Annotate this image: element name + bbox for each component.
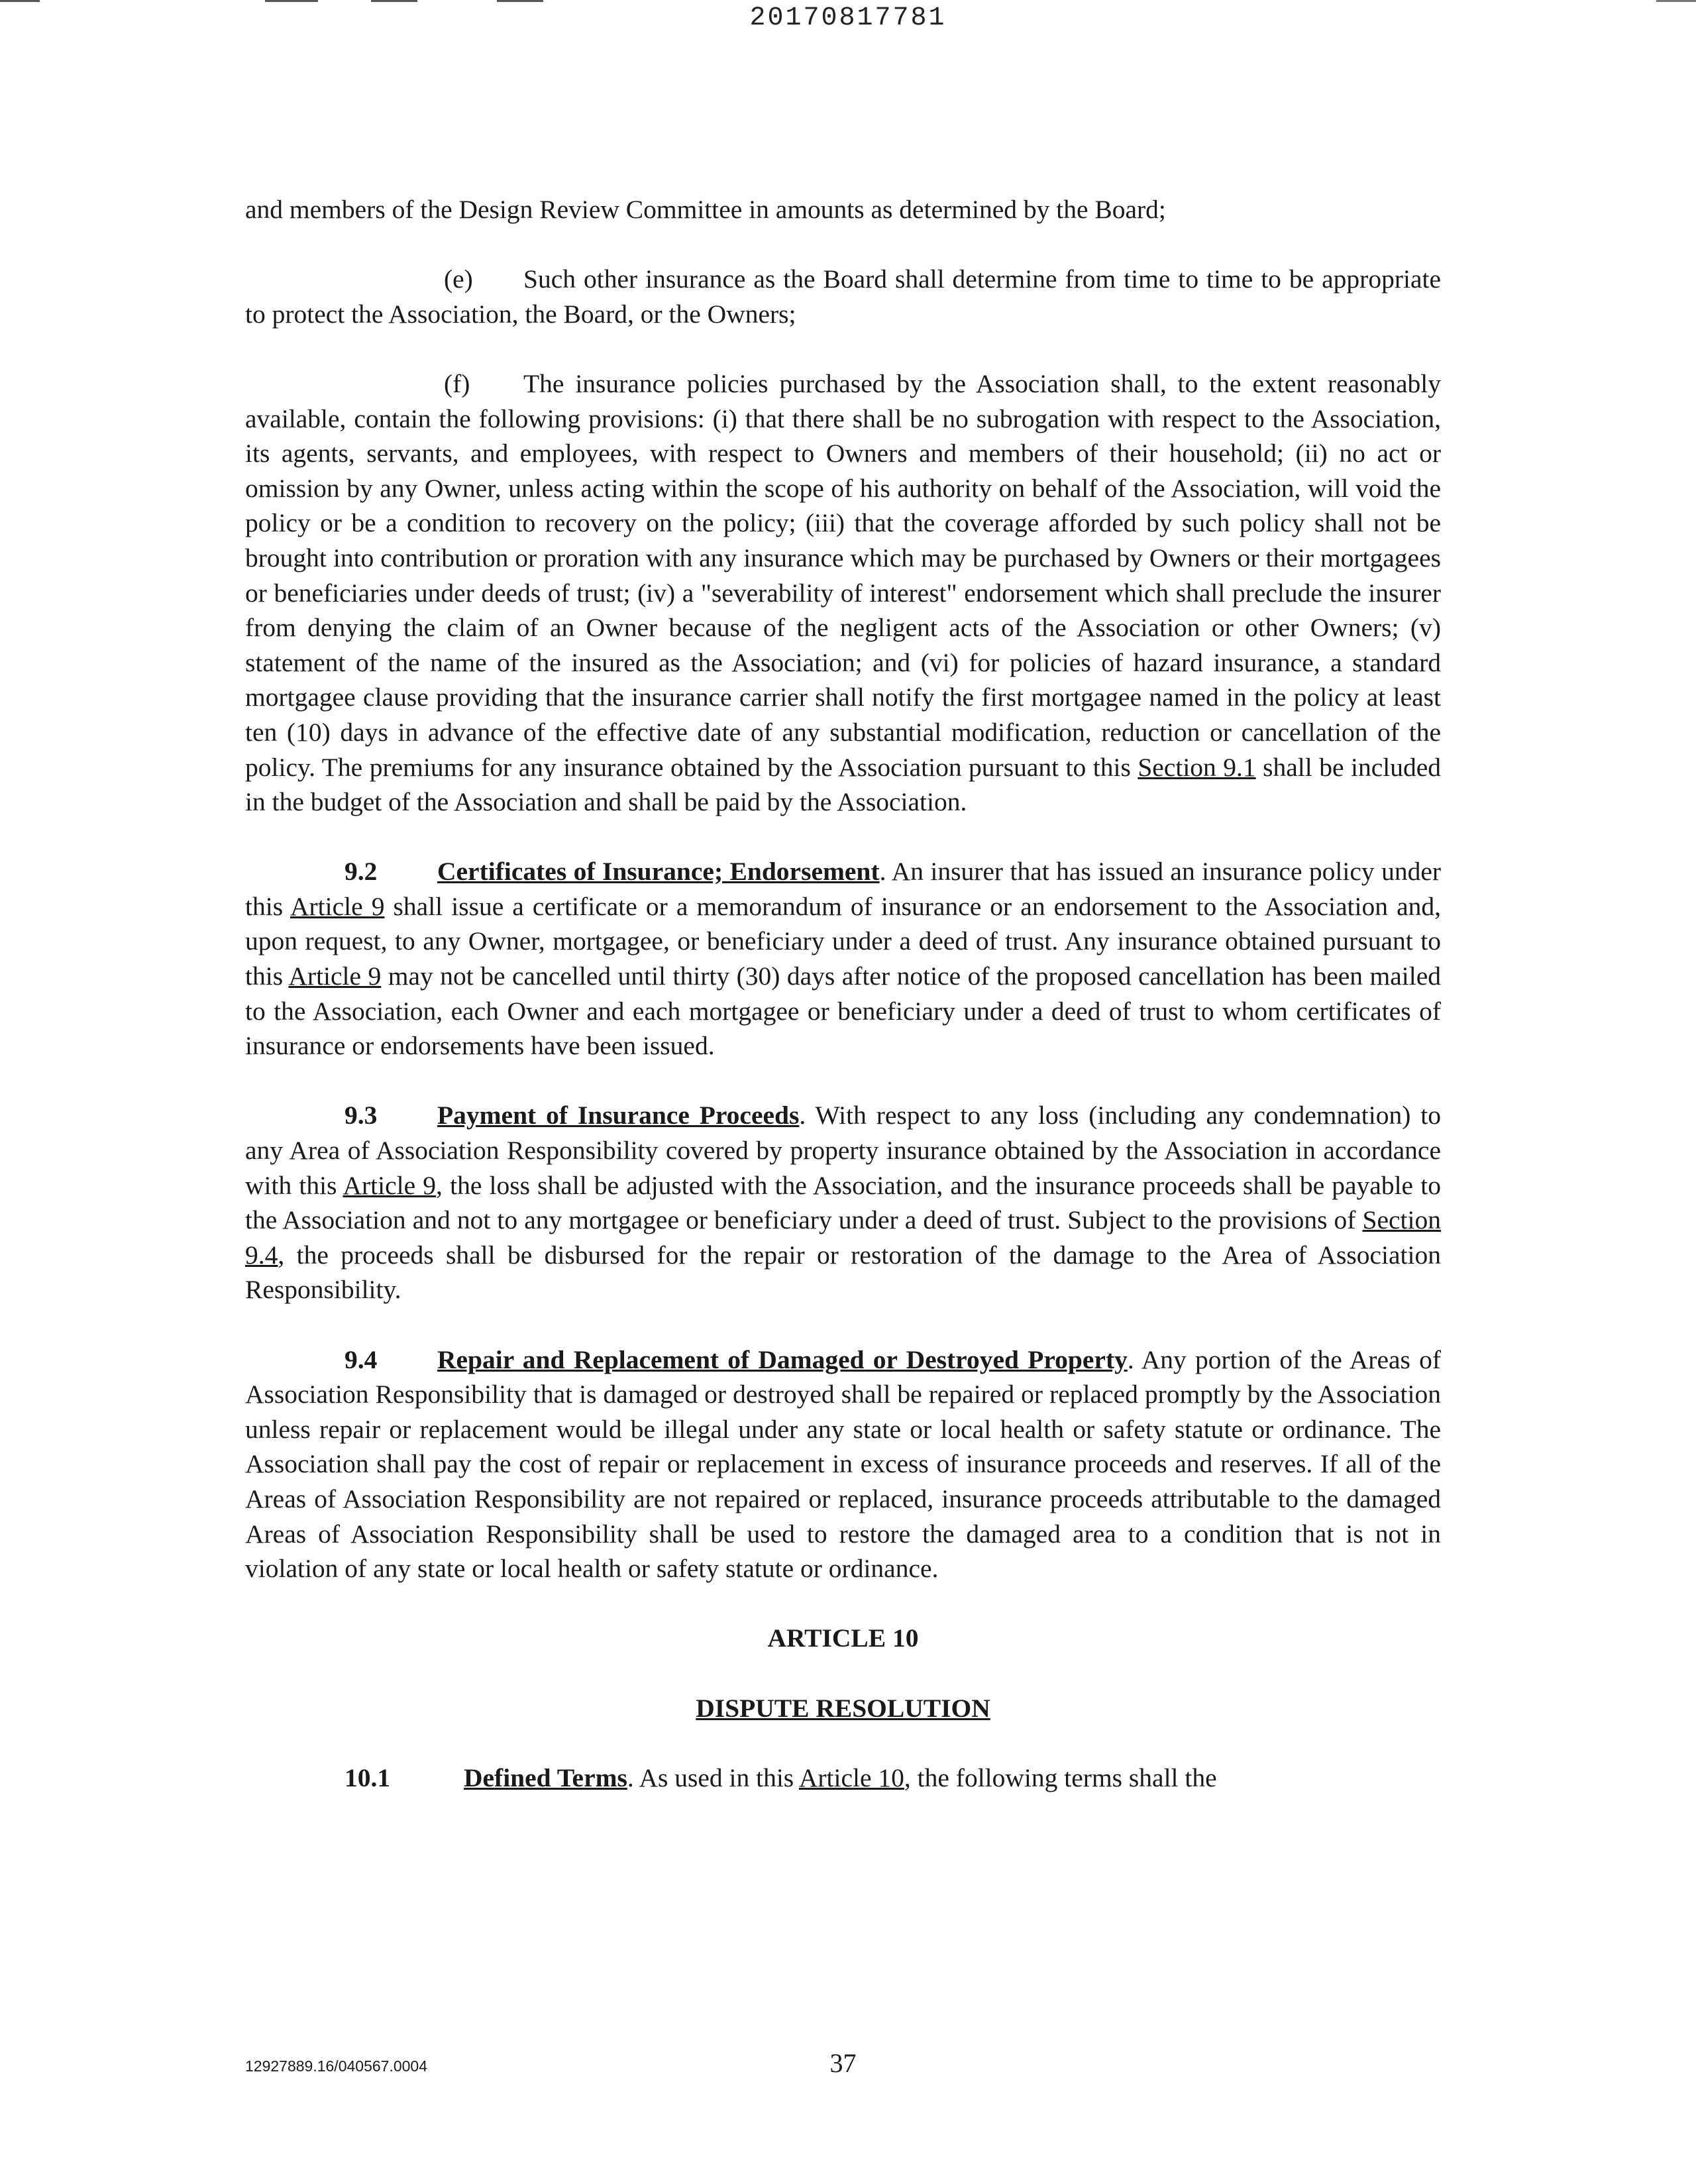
subsection-text: shall be included in the budget of the Association and shall be paid by the Association. <box>245 752 1442 817</box>
subsection-f <box>245 366 1441 820</box>
section-9-3 <box>245 1098 1441 1307</box>
article-heading: ARTICLE 10 <box>767 1623 919 1653</box>
subsection-text: The insurance policies purchased by the Association shall, to the extent reasonably available, contain the following provisions: (i) that there shall be no subrogation with respect to the Association, its agents, servants, and employees, with respect to Owners and members of their household; (ii) no act or omission by any Owner, unless acting within the scope of his authority on behalf of the Association, will void the policy or be a condition to recovery on the policy; (iii) that the coverage afforded by such policy shall not be brought into contribution or proration with any insurance which may be purchased by Owners or their mortgagees or beneficiaries under deeds of trust; (iv) a "severability of interest" endorsement which shall preclude the insurer from denying the claim of an Owner because of the negligent acts of the Association or other Owners; (v) statement of the name of the insured as the Association; and (vi) for policies of hazard insurance, a standard mortgagee clause providing that the insurance carrier shall notify the first mortgagee named in the policy at least ten (10) days in advance of the effective date of any substantial modification, reduction or cancellation of the policy. The premiums for any insurance obtained by the Association pursuant to this <box>245 368 1441 782</box>
section-text: , the following terms shall the <box>904 1763 1217 1792</box>
section-text: , the proceeds shall be disbursed for the repair or restoration of the damage to the Area of Association Responsibility. <box>245 1240 1441 1305</box>
section-9-4 <box>245 1342 1441 1586</box>
section-text: may not be cancelled until thirty (30) days after notice of the proposed cancellation has been mailed to the Association, each Owner and each mortgagee or beneficiary under a deed of trust to whom certificates of insurance or endorsements have been issued. <box>245 961 1441 1061</box>
recording-number: 20170817781 <box>749 3 947 33</box>
section-number: 9.3 <box>344 1101 378 1130</box>
section-reference: Section 9.4 <box>245 1205 1441 1270</box>
section-number: 10.1 <box>344 1763 391 1792</box>
section-text: . With respect to any loss (including any condemnation) to any Area of Association Responsibility covered by property insurance obtained by the Association in accordance with this <box>245 1101 1442 1200</box>
section-text: shall issue a certificate or a memorandum of insurance or an endorsement to the Association and, upon request, to any Owner, mortgagee, or beneficiary under a deed of trust. Any insurance obtained pursuant to this <box>245 891 1441 991</box>
section-text: . As used in this <box>627 1763 799 1792</box>
subsection-e <box>245 262 1441 331</box>
article-reference: Article 10 <box>798 1763 904 1792</box>
document-id: 12927889.16/040567.0004 <box>245 2057 428 2075</box>
section-number: 9.4 <box>344 1344 378 1374</box>
section-reference: Section 9.1 <box>1138 752 1256 782</box>
document-body <box>245 192 1441 1830</box>
section-title: Defined Terms <box>464 1763 627 1792</box>
article-reference: Article 9 <box>290 891 385 921</box>
section-title: Repair and Replacement of Damaged or Destroyed Property <box>437 1344 1128 1374</box>
section-number: 9.2 <box>344 857 378 887</box>
paragraph-continuation: and members of the Design Review Committee in amounts as determined by the Board; <box>245 195 1166 224</box>
page-footer <box>245 2046 1441 2081</box>
subsection-label: (e) <box>444 264 473 294</box>
section-text: . Any portion of the Areas of Association Responsibility that is damaged or destroyed shall be repaired or replaced promptly by the Association unless repair or replacement would be illegal under any state or local health or safety statute or ordinance. The Association shall pay the cost of repair or replacement in excess of insurance proceeds and reserves. If all of the Areas of Association Responsibility are not repaired or replaced, insurance proceeds attributable to the damaged Areas of Association Responsibility shall be used to restore the damaged area to a condition that is not in violation of any state or local health or safety statute or ordinance. <box>245 1344 1442 1584</box>
subsection-label: (f) <box>444 368 470 398</box>
section-title: Payment of Insurance Proceeds <box>437 1101 800 1130</box>
section-10-1 <box>245 1761 1441 1796</box>
article-reference: Article 9 <box>343 1170 437 1200</box>
section-text: . An insurer that has issued an insurance policy under this <box>245 857 1442 921</box>
article-reference: Article 9 <box>288 961 382 991</box>
section-9-2 <box>245 854 1441 1064</box>
article-title: DISPUTE RESOLUTION <box>696 1693 990 1723</box>
section-title: Certificates of Insurance; Endorsement <box>437 857 880 887</box>
page-number: 37 <box>829 2048 857 2078</box>
subsection-text: Such other insurance as the Board shall determine from time to time to be appropriate to protect the Association, the Board, or the Owners; <box>245 264 1441 329</box>
section-text: , the loss shall be adjusted with the Association, and the insurance proceeds shall be payable to the Association and not to any mortgagee or beneficiary under a deed of trust. Subject to the provisions of <box>245 1170 1441 1235</box>
